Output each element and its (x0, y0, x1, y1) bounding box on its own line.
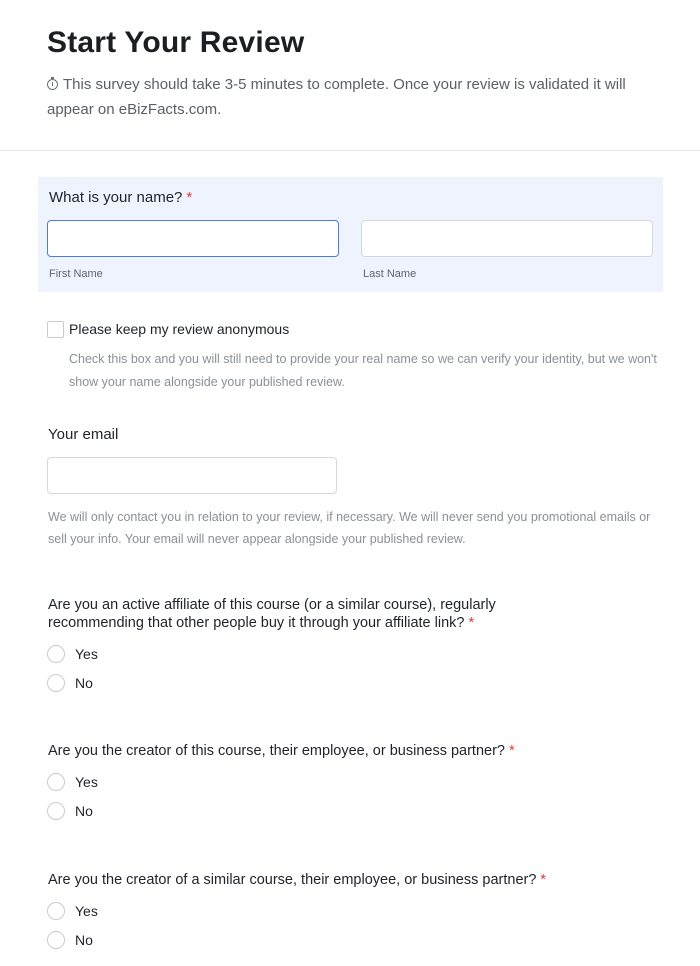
creator-no-option[interactable] (47, 801, 93, 821)
first-name-input[interactable] (47, 220, 339, 257)
name-question-block (38, 177, 663, 292)
radio-label[interactable]: Yes (75, 903, 98, 919)
affiliate-question-text: Are you an active affiliate of this course (or a similar course), regularly recommending that other people buy it through your affiliate link? (48, 597, 496, 631)
affiliate-no-option[interactable] (47, 673, 93, 693)
radio-button[interactable] (47, 674, 65, 692)
last-name-input[interactable] (361, 220, 653, 257)
radio-label[interactable]: Yes (75, 646, 98, 662)
creator-yes-option[interactable] (47, 772, 98, 792)
radio-button[interactable] (47, 931, 65, 949)
last-name-sublabel: Last Name (363, 268, 417, 280)
radio-label[interactable]: No (75, 932, 93, 948)
name-question-label (49, 189, 192, 206)
radio-button[interactable] (47, 645, 65, 663)
page-title: Start Your Review (47, 26, 305, 59)
similar-creator-no-option[interactable] (47, 930, 93, 950)
similar-creator-question (48, 871, 648, 889)
required-asterisk: * (186, 189, 193, 206)
required-asterisk: * (508, 743, 515, 759)
creator-question (48, 742, 648, 760)
affiliate-yes-option[interactable] (47, 644, 98, 664)
creator-question-text: Are you the creator of this course, their employee, or business partner? (48, 743, 505, 759)
required-asterisk: * (468, 615, 475, 631)
similar-creator-yes-option[interactable] (47, 901, 98, 921)
radio-label[interactable]: No (75, 675, 93, 691)
radio-label[interactable]: No (75, 803, 93, 819)
radio-button[interactable] (47, 773, 65, 791)
anonymous-checkbox[interactable] (47, 321, 64, 338)
subtitle-text: This survey should take 3-5 minutes to complete. Once your review is validated it will appear on eBizFacts.com. (47, 76, 626, 118)
radio-button[interactable] (47, 802, 65, 820)
email-label: Your email (48, 426, 119, 443)
first-name-sublabel: First Name (49, 268, 103, 280)
stopwatch-icon (47, 79, 58, 90)
radio-button[interactable] (47, 902, 65, 920)
page-header (0, 0, 700, 151)
anonymous-checkbox-label[interactable]: Please keep my review anonymous (69, 321, 290, 337)
anonymous-help-text: Check this box and you will still need to provide your real name so we can verify your identity, but we won't show your name alongside your published review. (69, 352, 657, 389)
name-question-text: What is your name? (49, 189, 183, 206)
affiliate-question (48, 596, 578, 632)
page-subtitle (47, 72, 657, 122)
email-help-text: We will only contact you in relation to your review, if necessary. We will never send you promotional emails or sell your info. Your email will never appear alongside your published review. (48, 510, 651, 546)
email-input[interactable] (47, 457, 337, 494)
required-asterisk: * (540, 872, 547, 888)
similar-creator-question-text: Are you the creator of a similar course, their employee, or business partner? (48, 872, 537, 888)
radio-label[interactable]: Yes (75, 774, 98, 790)
